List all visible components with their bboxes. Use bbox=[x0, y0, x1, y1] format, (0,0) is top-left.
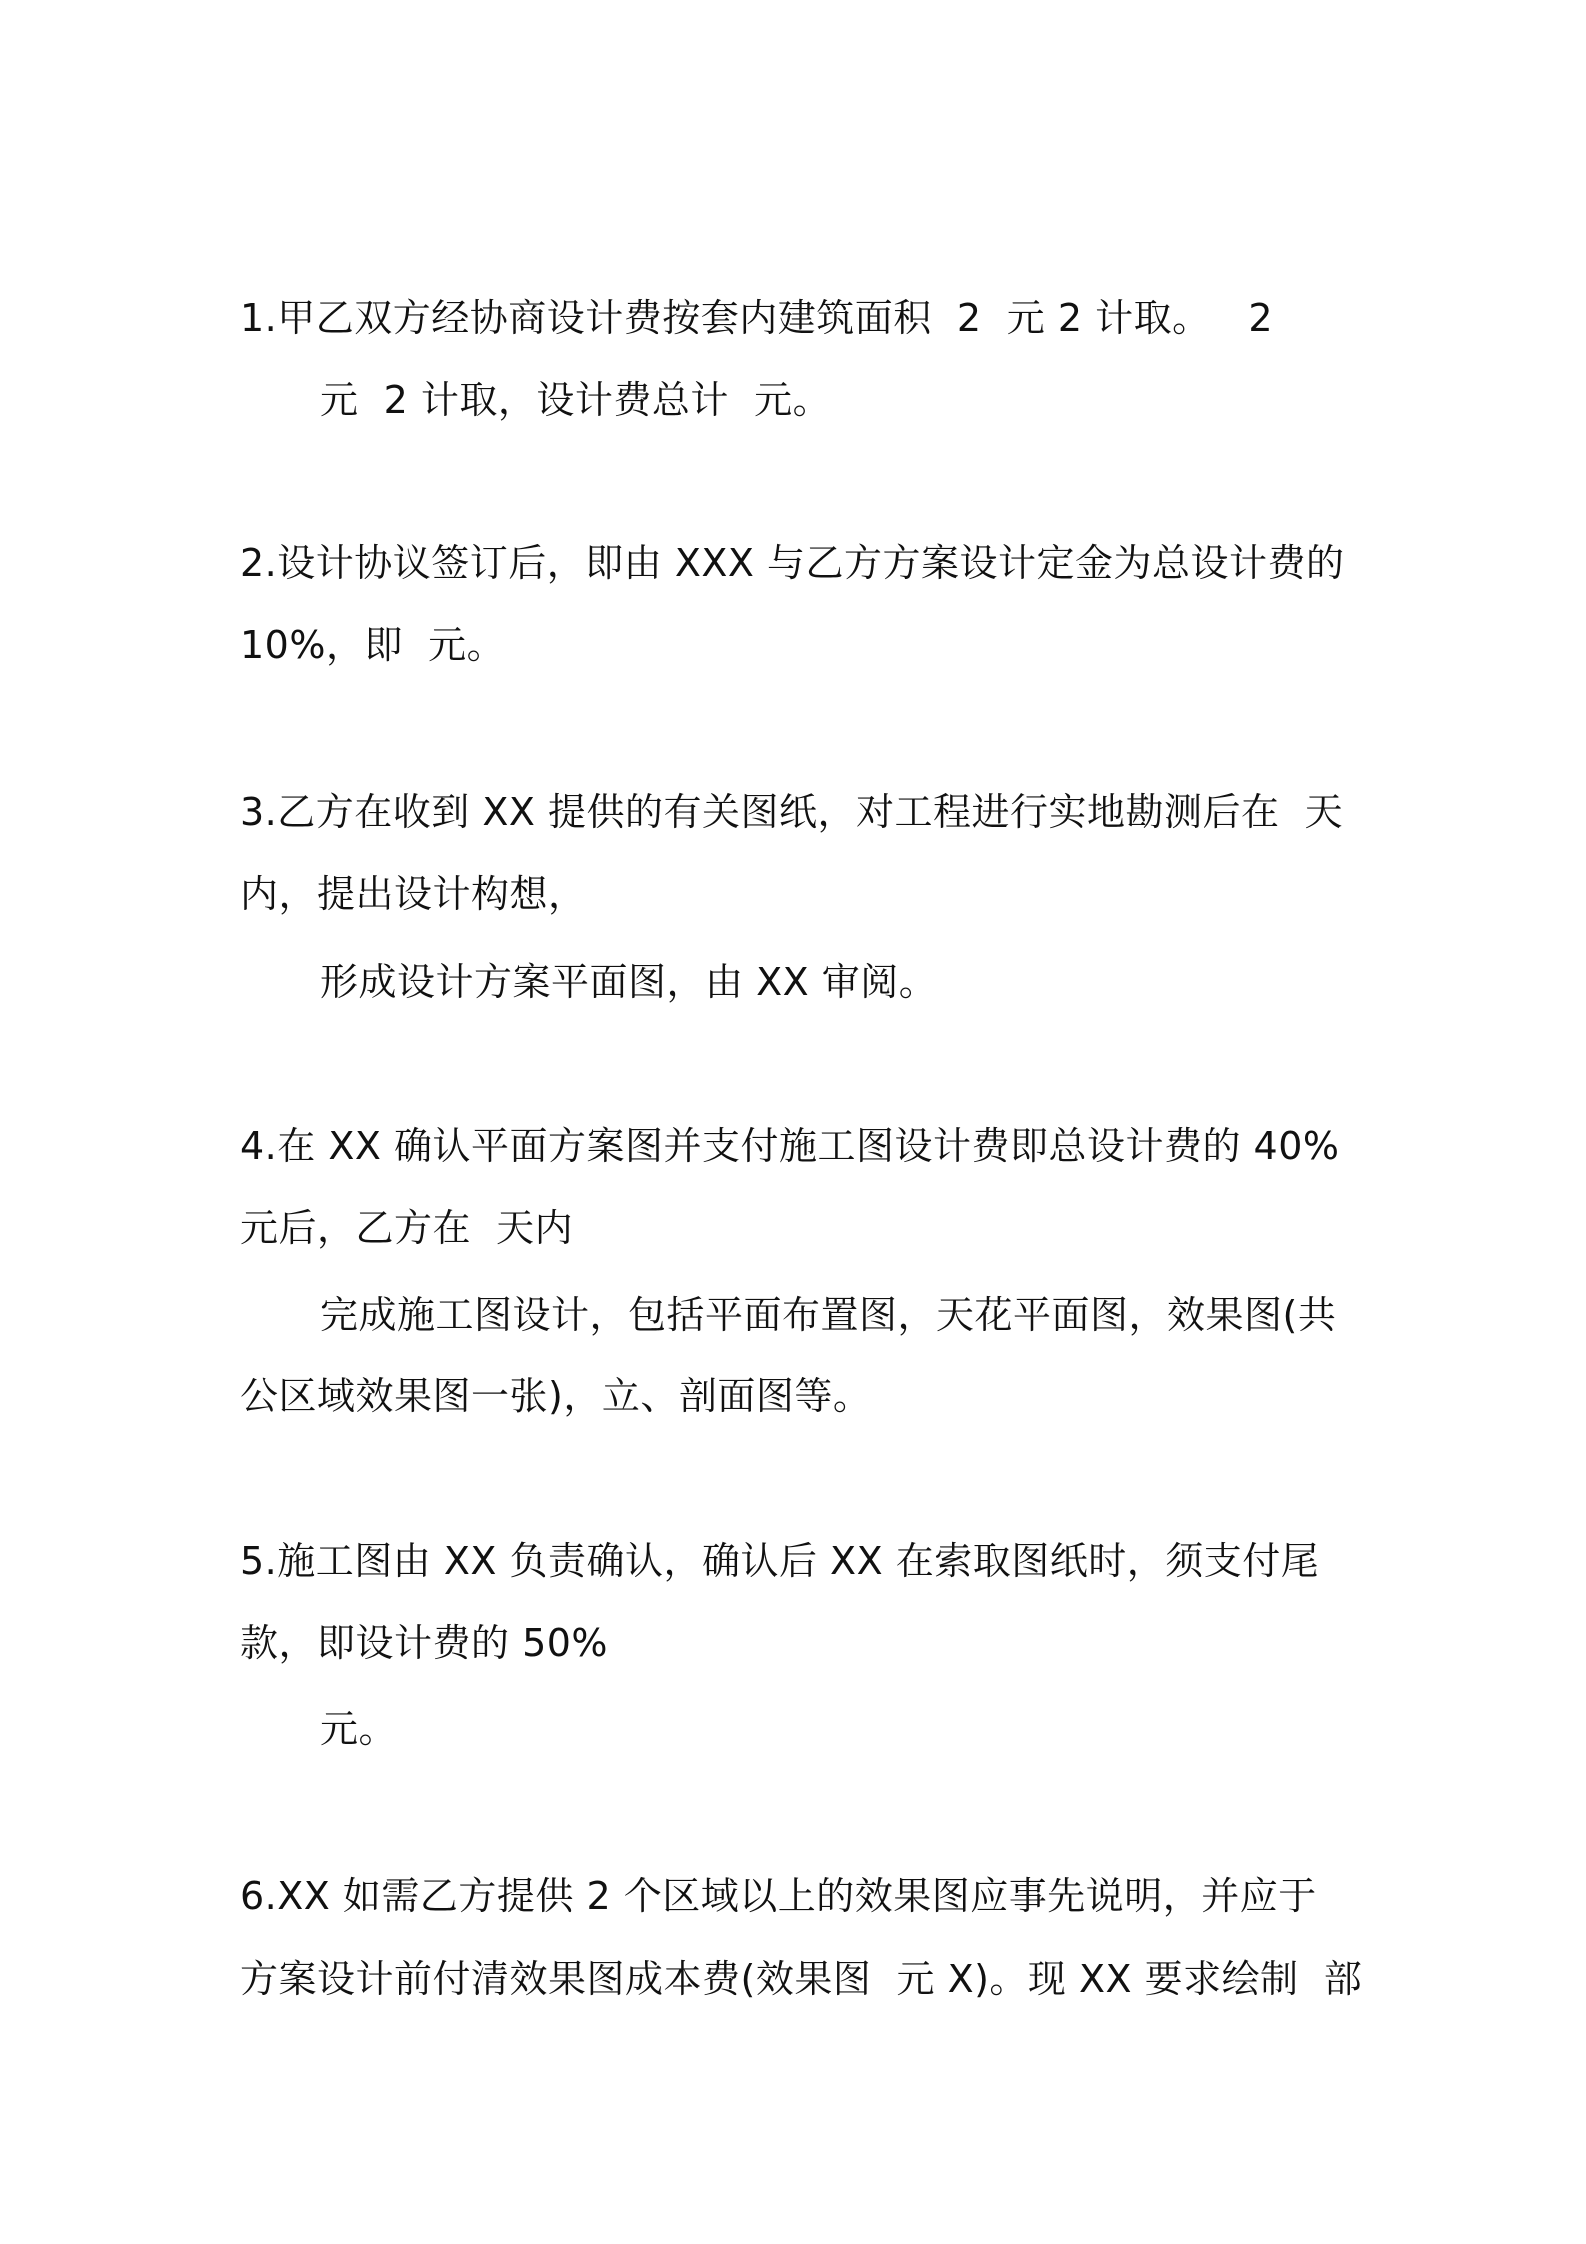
clause-3-line-3: 形成设计方案平面图，由 XX 审阅。 bbox=[320, 960, 938, 1004]
clause-3-line-1: 3.乙方在收到 XX 提供的有关图纸，对工程进行实地勘测后在 天 bbox=[240, 790, 1344, 834]
clause-6-line-2: 方案设计前付清效果图成本费(效果图 元 X)。现 XX 要求绘制 部 bbox=[240, 1957, 1363, 2001]
clause-5-line-3: 元。 bbox=[320, 1707, 398, 1751]
clause-5-line-1: 5.施工图由 XX 负责确认，确认后 XX 在索取图纸时，须支付尾 bbox=[240, 1539, 1320, 1583]
clause-6-line-1: 6.XX 如需乙方提供 2 个区域以上的效果图应事先说明，并应于 bbox=[240, 1874, 1317, 1918]
clause-4-line-3: 完成施工图设计，包括平面布置图，天花平面图，效果图(共 bbox=[320, 1293, 1337, 1337]
clause-5-line-2: 款，即设计费的 50% bbox=[240, 1621, 609, 1665]
clause-1-line-1: 1.甲乙双方经协商设计费按套内建筑面积 2 元 2 计取。 2 bbox=[240, 296, 1274, 340]
clause-3-line-2: 内，提出设计构想， bbox=[240, 872, 587, 916]
clause-4-line-2: 元后，乙方在 天内 bbox=[240, 1206, 574, 1250]
clause-2-line-1: 2.设计协议签订后，即由 XXX 与乙方方案设计定金为总设计费的 bbox=[240, 541, 1345, 585]
clause-4-line-4: 公区域效果图一张)，立、剖面图等。 bbox=[240, 1374, 872, 1418]
clause-4-line-1: 4.在 XX 确认平面方案图并支付施工图设计费即总设计费的 40% bbox=[240, 1124, 1340, 1168]
clause-2-line-2: 10%，即 元。 bbox=[240, 623, 506, 667]
clause-1-line-2: 元 2 计取，设计费总计 元。 bbox=[320, 378, 832, 422]
